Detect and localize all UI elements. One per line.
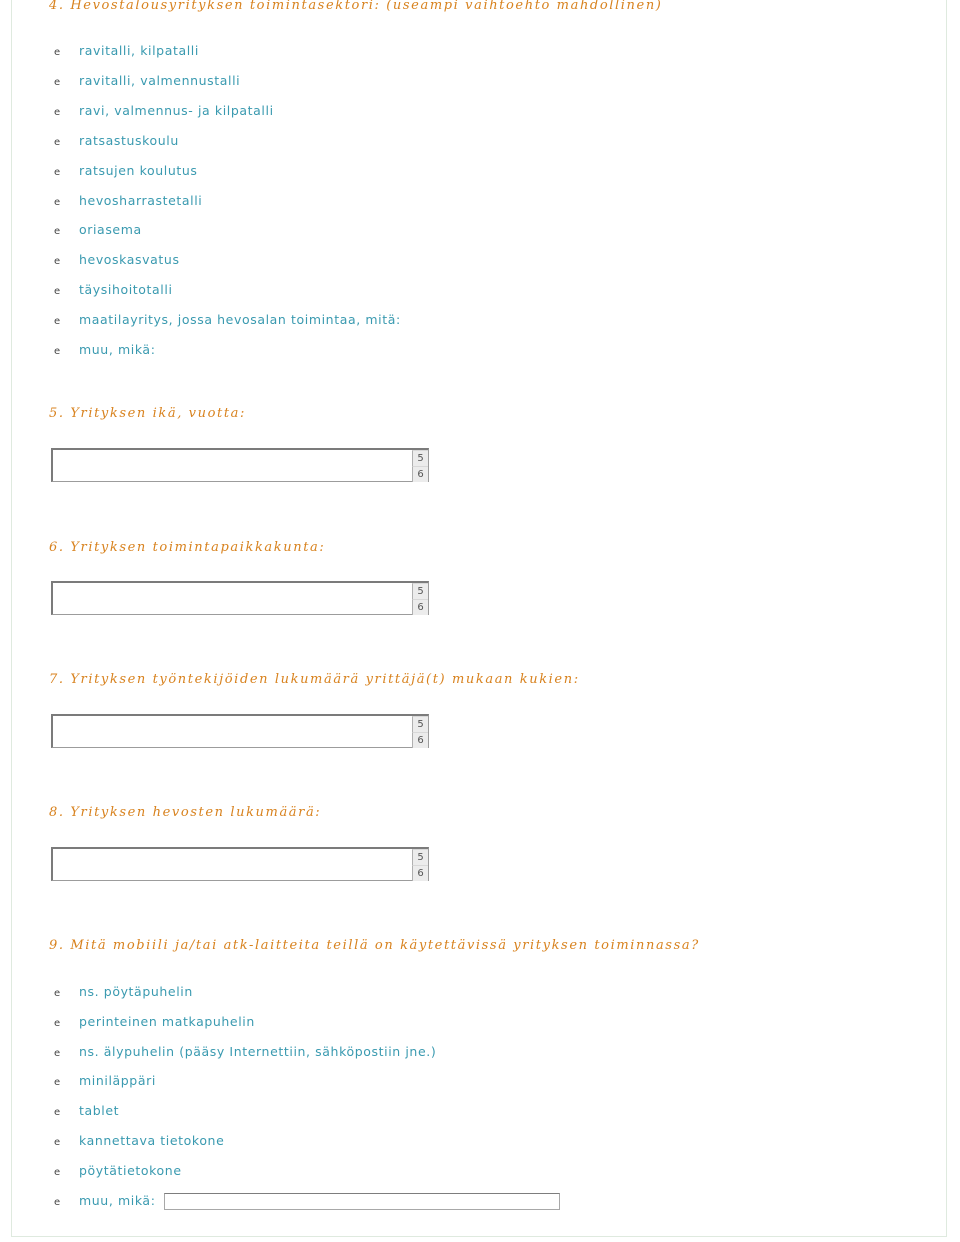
spin-up-button[interactable]: 5 bbox=[412, 716, 428, 732]
checkbox-icon[interactable]: e bbox=[54, 197, 61, 208]
spinner bbox=[412, 450, 428, 481]
checkbox-icon[interactable]: e bbox=[54, 47, 61, 58]
question-7-title: 7. Yrityksen työntekijöiden lukumäärä yrittäjä(t) mukaan kukien: bbox=[49, 672, 580, 687]
checkbox-icon[interactable]: e bbox=[54, 1048, 61, 1059]
employee-count-input[interactable] bbox=[51, 714, 429, 748]
option-label: ns. älypuhelin (pääsy Internettiin, sähköpostiin jne.) bbox=[79, 1043, 437, 1059]
spinner bbox=[412, 716, 428, 747]
checkbox-icon[interactable]: e bbox=[54, 167, 61, 178]
spin-up-button[interactable]: 5 bbox=[412, 849, 428, 865]
option-label: pöytätietokone bbox=[79, 1162, 182, 1178]
question-4-title: 4. Hevostalousyrityksen toimintasektori: (useampi vaihtoehto mahdollinen) bbox=[49, 0, 663, 13]
option-matkapuhelin[interactable] bbox=[54, 1013, 255, 1029]
checkbox-icon[interactable]: e bbox=[54, 346, 61, 357]
option-label: ratsujen koulutus bbox=[79, 162, 198, 178]
spin-down-button[interactable]: 6 bbox=[412, 865, 428, 881]
spinner bbox=[412, 849, 428, 880]
option-label: ratsastuskoulu bbox=[79, 132, 179, 148]
option-label: kannettava tietokone bbox=[79, 1132, 225, 1148]
option-taysihoitotalli[interactable] bbox=[54, 281, 173, 297]
option-label: maatilayritys, jossa hevosalan toimintaa, mitä: bbox=[79, 311, 401, 327]
option-muu-mika-laite[interactable] bbox=[54, 1192, 560, 1208]
option-label: hevosharrastetalli bbox=[79, 192, 203, 208]
checkbox-icon[interactable]: e bbox=[54, 1107, 61, 1118]
option-tablet[interactable] bbox=[54, 1102, 119, 1118]
checkbox-icon[interactable]: e bbox=[54, 1197, 61, 1208]
option-ravitalli-valmennustalli[interactable] bbox=[54, 72, 240, 88]
option-label: ravitalli, kilpatalli bbox=[79, 42, 199, 58]
checkbox-icon[interactable]: e bbox=[54, 77, 61, 88]
spin-down-button[interactable]: 6 bbox=[412, 599, 428, 615]
question-6-title: 6. Yrityksen toimintapaikkakunta: bbox=[49, 540, 326, 555]
option-label: oriasema bbox=[79, 221, 142, 237]
checkbox-icon[interactable]: e bbox=[54, 1167, 61, 1178]
checkbox-icon[interactable]: e bbox=[54, 1018, 61, 1029]
option-label: muu, mikä: bbox=[79, 1192, 156, 1208]
option-label: ravi, valmennus- ja kilpatalli bbox=[79, 102, 274, 118]
option-ravi-valmennus-kilpatalli[interactable] bbox=[54, 102, 274, 118]
question-8-title: 8. Yrityksen hevosten lukumäärä: bbox=[49, 805, 322, 820]
option-label: perinteinen matkapuhelin bbox=[79, 1013, 255, 1029]
spin-up-button[interactable]: 5 bbox=[412, 583, 428, 599]
checkbox-icon[interactable]: e bbox=[54, 137, 61, 148]
option-label: ns. pöytäpuhelin bbox=[79, 983, 193, 999]
option-ratsastuskoulu[interactable] bbox=[54, 132, 179, 148]
other-device-field[interactable] bbox=[164, 1193, 560, 1210]
checkbox-icon[interactable]: e bbox=[54, 316, 61, 327]
checkbox-icon[interactable]: e bbox=[54, 988, 61, 999]
option-hevosharrastetalli[interactable] bbox=[54, 192, 202, 208]
option-poytatietokone[interactable] bbox=[54, 1162, 182, 1178]
checkbox-icon[interactable]: e bbox=[54, 107, 61, 118]
option-maatilayritys[interactable] bbox=[54, 311, 401, 327]
option-muu-mika[interactable] bbox=[54, 341, 156, 357]
horse-count-input[interactable] bbox=[51, 847, 429, 881]
age-input[interactable] bbox=[51, 448, 429, 482]
checkbox-icon[interactable]: e bbox=[54, 1077, 61, 1088]
option-ratsujen-koulutus[interactable] bbox=[54, 162, 198, 178]
spin-down-button[interactable]: 6 bbox=[412, 466, 428, 482]
option-label: tablet bbox=[79, 1102, 120, 1118]
option-oriasema[interactable] bbox=[54, 221, 142, 237]
checkbox-icon[interactable]: e bbox=[54, 1137, 61, 1148]
option-hevoskasvatus[interactable] bbox=[54, 251, 180, 267]
spin-down-button[interactable]: 6 bbox=[412, 732, 428, 748]
option-label: hevoskasvatus bbox=[79, 251, 180, 267]
option-kannettava-tietokone[interactable] bbox=[54, 1132, 224, 1148]
checkbox-icon[interactable]: e bbox=[54, 286, 61, 297]
spinner bbox=[412, 583, 428, 614]
option-label: muu, mikä: bbox=[79, 341, 156, 357]
checkbox-icon[interactable]: e bbox=[54, 226, 61, 237]
option-alypuhelin[interactable] bbox=[54, 1043, 436, 1059]
option-label: ravitalli, valmennustalli bbox=[79, 72, 241, 88]
option-label: täysihoitotalli bbox=[79, 281, 173, 297]
spin-up-button[interactable]: 5 bbox=[412, 450, 428, 466]
location-input[interactable] bbox=[51, 581, 429, 615]
question-9-title: 9. Mitä mobiili ja/tai atk-laitteita teillä on käytettävissä yrityksen toiminnassa? bbox=[49, 938, 700, 953]
option-ravitalli-kilpatalli[interactable] bbox=[54, 42, 199, 58]
checkbox-icon[interactable]: e bbox=[54, 256, 61, 267]
option-label: miniläppäri bbox=[79, 1072, 156, 1088]
option-poytapuhelin[interactable] bbox=[54, 983, 193, 999]
question-5-title: 5. Yrityksen ikä, vuotta: bbox=[49, 406, 246, 421]
option-minilappari[interactable] bbox=[54, 1072, 156, 1088]
